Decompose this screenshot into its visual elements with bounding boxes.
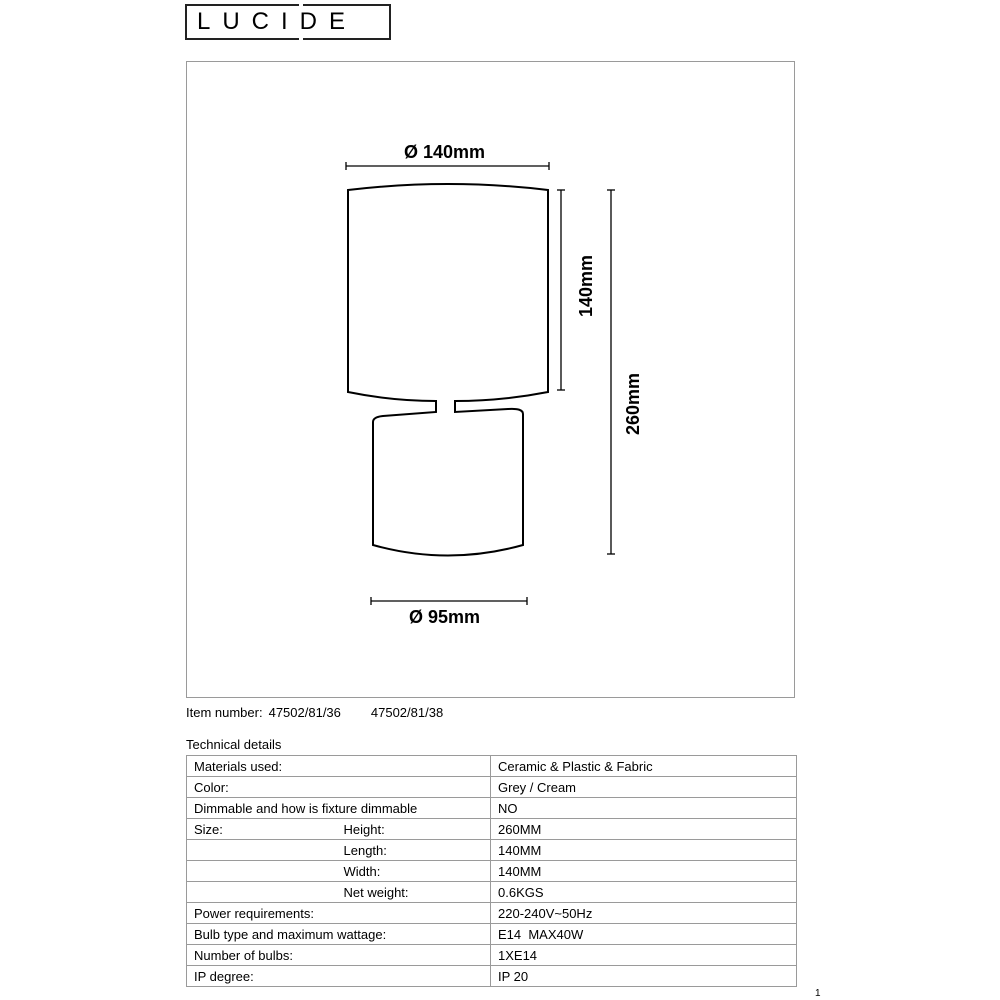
spec-sublabel: Height: [337,819,491,840]
spec-label [187,882,337,903]
spec-label: Dimmable and how is fixture dimmable [187,798,491,819]
shade-height-label: 140mm [576,254,596,317]
spec-row [187,777,797,798]
technical-details-table [186,755,797,987]
spec-row [187,861,797,882]
brand-logo [185,4,391,39]
spec-row [187,840,797,861]
spec-value: Ceramic & Plastic & Fabric [491,756,797,777]
spec-label: Materials used: [187,756,491,777]
spec-value: 260MM [491,819,797,840]
spec-row [187,798,797,819]
spec-value: 1XE14 [491,945,797,966]
spec-row [187,819,797,840]
spec-label: Number of bulbs: [187,945,491,966]
spec-label: Power requirements: [187,903,491,924]
spec-sublabel: Net weight: [337,882,491,903]
logo-wordmark: LUCIDE [197,8,358,35]
spec-sublabel: Width: [337,861,491,882]
total-height-label: 260mm [623,372,643,435]
spec-row [187,903,797,924]
spec-value: 140MM [491,861,797,882]
spec-row [187,882,797,903]
spec-label [187,861,337,882]
technical-details-title: Technical details [186,737,282,752]
spec-value: 220-240V~50Hz [491,903,797,924]
spec-label: Size: [187,819,337,840]
spec-row [187,966,797,987]
page-number: 1 [815,988,821,999]
spec-row [187,756,797,777]
spec-value: Grey / Cream [491,777,797,798]
top-diameter-label: Ø 140mm [404,142,486,162]
spec-value: E14 MAX40W [491,924,797,945]
technical-drawing [186,61,795,698]
spec-value: 0.6KGS [491,882,797,903]
lamp-outline [348,184,548,556]
spec-label: IP degree: [187,966,491,987]
item-number [186,705,443,720]
spec-label: Color: [187,777,491,798]
item-number-1: 47502/81/36 [268,705,341,720]
spec-row [187,945,797,966]
spec-value: 140MM [491,840,797,861]
item-number-label: Item number: [186,705,263,720]
bottom-diameter-label: Ø 95mm [409,607,481,627]
spec-sublabel: Length: [337,840,491,861]
item-number-2: 47502/81/38 [370,705,444,720]
spec-label [187,840,337,861]
spec-row [187,924,797,945]
spec-value: NO [491,798,797,819]
spec-label: Bulb type and maximum wattage: [187,924,491,945]
spec-value: IP 20 [491,966,797,987]
lamp-drawing-svg [187,62,796,699]
